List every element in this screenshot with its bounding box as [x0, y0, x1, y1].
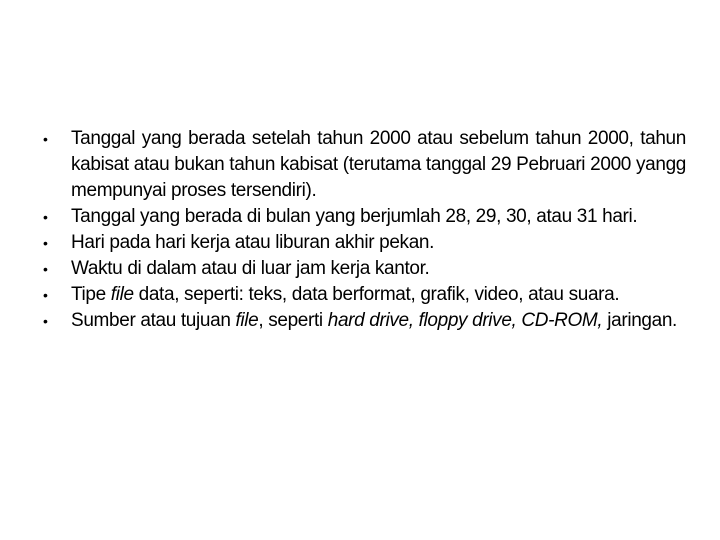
bullet-list [40, 126, 686, 334]
bullet-dot: • [43, 235, 48, 251]
bullet-text: Waktu di dalam atau di luar jam kerja kantor. [71, 258, 430, 279]
bullet-dot: • [43, 313, 48, 329]
bullet-text-part: data, seperti: teks, data berformat, grafik, video, atau suara. [133, 284, 620, 305]
bullet-text-part: jaringan. [602, 310, 677, 331]
bullet-dot: • [43, 131, 48, 147]
list-item [40, 282, 686, 308]
list-item [40, 204, 686, 230]
list-item [40, 230, 686, 256]
bullet-text-italic: file [235, 310, 259, 331]
bullet-text-part: , seperti [258, 310, 328, 331]
list-item [40, 126, 686, 204]
bullet-text: Hari pada hari kerja atau liburan akhir pekan. [71, 232, 435, 253]
bullet-text: Tanggal yang berada di bulan yang berjumlah 28, 29, 30, atau 31 hari. [71, 206, 638, 227]
bullet-dot: • [43, 287, 48, 303]
bullet-text-italic: file [110, 284, 134, 305]
bullet-text: Tanggal yang berada setelah tahun 2000 atau sebelum tahun 2000, tahun kabisat atau bukan tahun kabisat (terutama tanggal 29 Pebruari 2000 yangg mempunyai proses tersendiri). [71, 128, 686, 201]
bullet-dot: • [43, 209, 48, 225]
bullet-text-italic: hard drive, floppy drive, CD-ROM, [327, 310, 603, 331]
bullet-text-part: Sumber atau tujuan [71, 310, 236, 331]
bullet-dot: • [43, 261, 48, 277]
bullet-text-part: Tipe [71, 284, 111, 305]
list-item [40, 308, 686, 334]
list-item [40, 256, 686, 282]
